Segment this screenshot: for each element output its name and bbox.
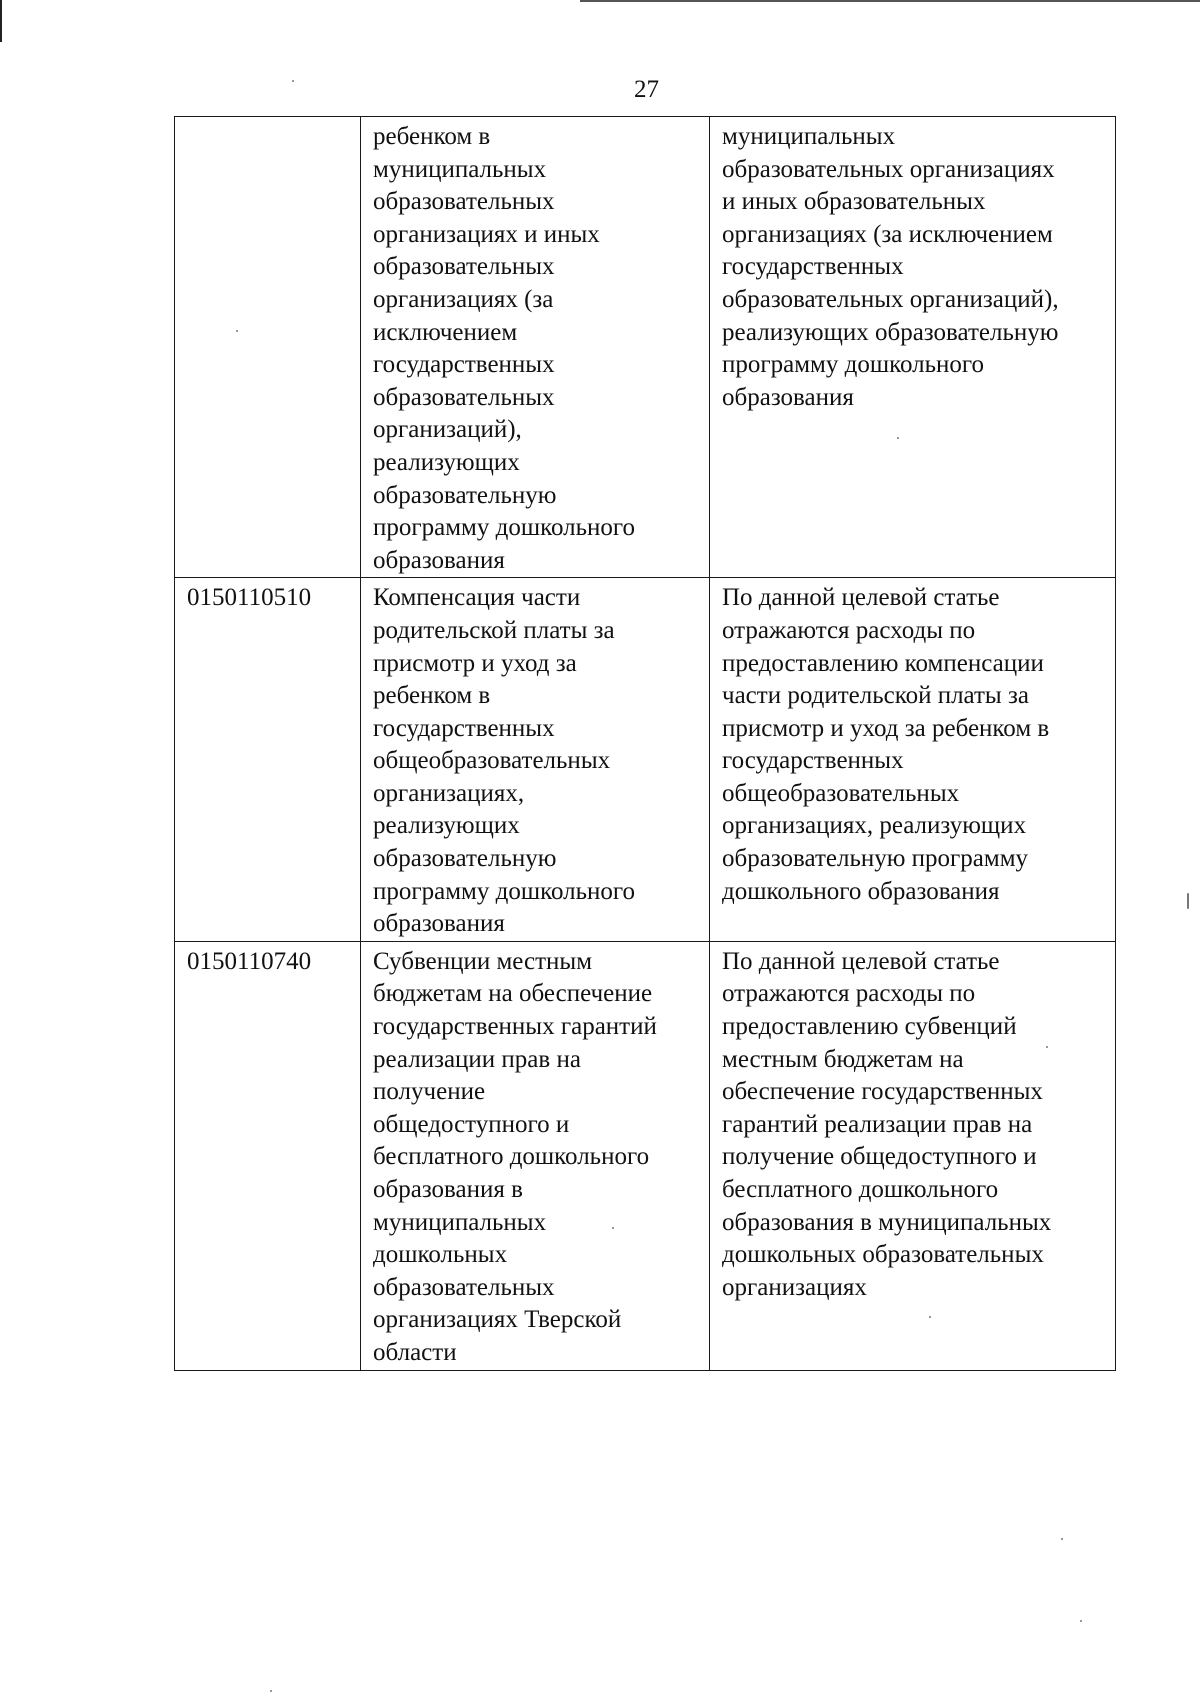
description-cell-line: образования в муниципальных [722, 1208, 1052, 1236]
description-cell-line: отражаются расходы по [722, 616, 976, 644]
name-cell-line: организаций), [373, 416, 522, 444]
code-cell [175, 578, 361, 942]
page-number: 27 [634, 76, 659, 103]
name-cell-line: организациях, [373, 779, 525, 807]
name-cell-line: муниципальных [373, 1208, 547, 1236]
name-cell-line: общеобразовательных [373, 747, 611, 775]
description-cell-line: организациях, реализующих [722, 812, 1027, 840]
description-cell-line: отражаются расходы по [722, 980, 976, 1008]
description-cell-line: государственных [722, 747, 904, 775]
name-cell-line: организациях и иных [373, 220, 600, 248]
name-cell-line: образовательных [373, 188, 555, 216]
description-cell-line: реализующих образовательную [722, 318, 1059, 346]
budget-classification-table [174, 116, 1116, 1371]
description-cell-line: программу дошкольного [722, 351, 985, 379]
name-cell-line: муниципальных [373, 155, 547, 183]
description-cell-line: общеобразовательных [722, 779, 960, 807]
name-cell-line: программу дошкольного [373, 877, 636, 905]
description-cell-line: организациях [722, 1273, 867, 1301]
name-cell [361, 578, 710, 942]
description-cell [710, 117, 1116, 578]
description-cell-line: дошкольных образовательных [722, 1241, 1044, 1269]
name-cell-line: образования в [373, 1176, 523, 1203]
code-cell-line: 0150110740 [187, 947, 312, 975]
name-cell-line: образовательных [373, 253, 555, 281]
scan-edge-mark [0, 0, 2, 42]
description-cell-line: получение общедоступного и [722, 1143, 1037, 1171]
name-cell-line: организациях Тверской [373, 1306, 622, 1334]
description-cell-line: образовательных организациях [722, 155, 1055, 183]
name-cell-line: бесплатного дошкольного [373, 1143, 650, 1171]
name-cell-line: образовательную [373, 481, 557, 509]
description-cell-line: организациях (за исключением [722, 220, 1053, 248]
name-cell-line: Субвенции местным [373, 947, 593, 975]
name-cell-line: организациях (за [373, 285, 554, 313]
name-cell-line: исключением [373, 318, 518, 346]
table-body [175, 117, 1116, 1371]
table-row [175, 578, 1116, 942]
table-row [175, 117, 1116, 578]
description-cell-line: обеспечение государственных [722, 1078, 1043, 1106]
name-cell [361, 117, 710, 578]
description-cell-line: части родительской платы за [722, 682, 1029, 710]
description-cell-line: предоставлению субвенций [722, 1013, 1017, 1041]
description-cell-line: По данной целевой статье [722, 947, 1000, 975]
name-cell-line: образовательную [373, 845, 557, 873]
name-cell-line: дошкольных [373, 1241, 508, 1269]
code-cell-line: 0150110510 [187, 584, 312, 612]
description-cell-line: дошкольного образования [722, 877, 1000, 905]
code-cell [175, 117, 361, 578]
name-cell-line: бюджетам на обеспечение [373, 980, 653, 1008]
description-cell-line: гарантий реализации прав на [722, 1110, 1033, 1138]
name-cell-line: образования [373, 546, 505, 574]
description-cell [710, 578, 1116, 942]
description-cell-line: образования [722, 383, 854, 411]
description-cell [710, 941, 1116, 1370]
name-cell-line: ребенком в [373, 123, 491, 150]
description-cell-line: предоставлению компенсации [722, 649, 1044, 677]
name-cell-line: государственных [373, 351, 555, 379]
name-cell-line: реализующих [373, 448, 520, 476]
description-cell-line: образовательную программу [722, 845, 1029, 873]
scan-top-mark [580, 0, 1200, 2]
description-cell-line: государственных [722, 253, 904, 281]
name-cell-line: присмотр и уход за [373, 649, 577, 677]
name-cell-line: реализации прав на [373, 1045, 581, 1073]
name-cell-line: Компенсация части [373, 584, 581, 612]
name-cell-line: образовательных [373, 383, 555, 411]
description-cell-line: присмотр и уход за ребенком в [722, 714, 1050, 742]
name-cell-line: образовательных [373, 1273, 555, 1301]
name-cell [361, 941, 710, 1370]
description-cell-line: местным бюджетам на [722, 1045, 964, 1073]
name-cell-line: области [373, 1338, 457, 1366]
name-cell-line: общедоступного и [373, 1110, 570, 1138]
description-cell-line: муниципальных [722, 123, 896, 150]
table-row [175, 941, 1116, 1370]
name-cell-line: государственных гарантий [373, 1013, 657, 1041]
description-cell-line: По данной целевой статье [722, 584, 1000, 612]
name-cell-line: получение [373, 1078, 486, 1106]
name-cell-line: государственных [373, 714, 555, 742]
code-cell [175, 941, 361, 1370]
description-cell-line: образовательных организаций), [722, 285, 1059, 313]
name-cell-line: реализующих [373, 812, 520, 840]
name-cell-line: программу дошкольного [373, 514, 636, 542]
name-cell-line: ребенком в [373, 682, 491, 710]
name-cell-line: образования [373, 910, 505, 938]
description-cell-line: и иных образовательных [722, 188, 986, 216]
name-cell-line: родительской платы за [373, 616, 615, 644]
description-cell-line: бесплатного дошкольного [722, 1176, 999, 1203]
